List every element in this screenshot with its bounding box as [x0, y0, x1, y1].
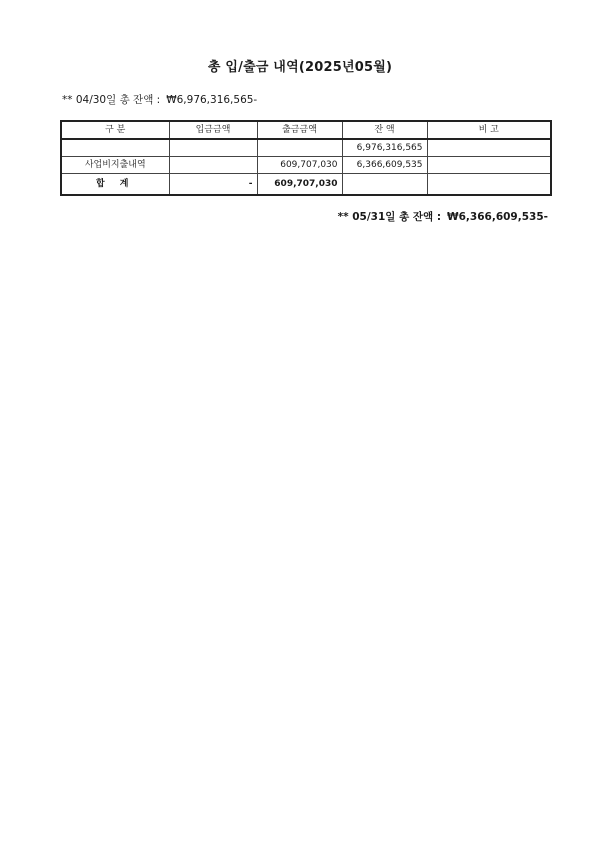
total-withdrawal: 609,707,030 [257, 174, 342, 196]
closing-balance [338, 209, 548, 224]
header-deposit: 입금금액 [169, 121, 257, 139]
row-deposit [169, 157, 257, 174]
opening-balance [62, 92, 257, 107]
header-withdrawal: 출금금액 [257, 121, 342, 139]
closing-balance-label: ** 05/31일 총 잔액 : [337, 211, 442, 223]
row-balance: 6,366,609,535 [342, 157, 427, 174]
total-label: 합 계 [61, 174, 169, 196]
table-row [61, 139, 551, 157]
row-deposit [169, 139, 257, 157]
total-row [61, 174, 551, 196]
row-remarks [427, 139, 551, 157]
row-remarks [427, 157, 551, 174]
row-withdrawal: 609,707,030 [257, 157, 342, 174]
closing-balance-amount: ₩6,366,609,535- [447, 211, 548, 223]
opening-balance-label: ** 04/30일 총 잔액 : [62, 94, 161, 106]
row-withdrawal [257, 139, 342, 157]
page-title: 총 입/출금 내역(2025년05월) [207, 60, 393, 75]
total-balance [342, 174, 427, 196]
header-category: 구 분 [61, 121, 169, 139]
table-row [61, 157, 551, 174]
row-category: 사업비지출내역 [61, 157, 169, 174]
total-remarks [427, 174, 551, 196]
header-balance: 잔 액 [342, 121, 427, 139]
header-remarks: 비 고 [427, 121, 551, 139]
table-header-row [61, 121, 551, 139]
total-deposit: - [169, 174, 257, 196]
row-balance: 6,976,316,565 [342, 139, 427, 157]
row-category [61, 139, 169, 157]
opening-balance-amount: ₩6,976,316,565- [166, 94, 258, 106]
ledger-table [60, 120, 552, 196]
